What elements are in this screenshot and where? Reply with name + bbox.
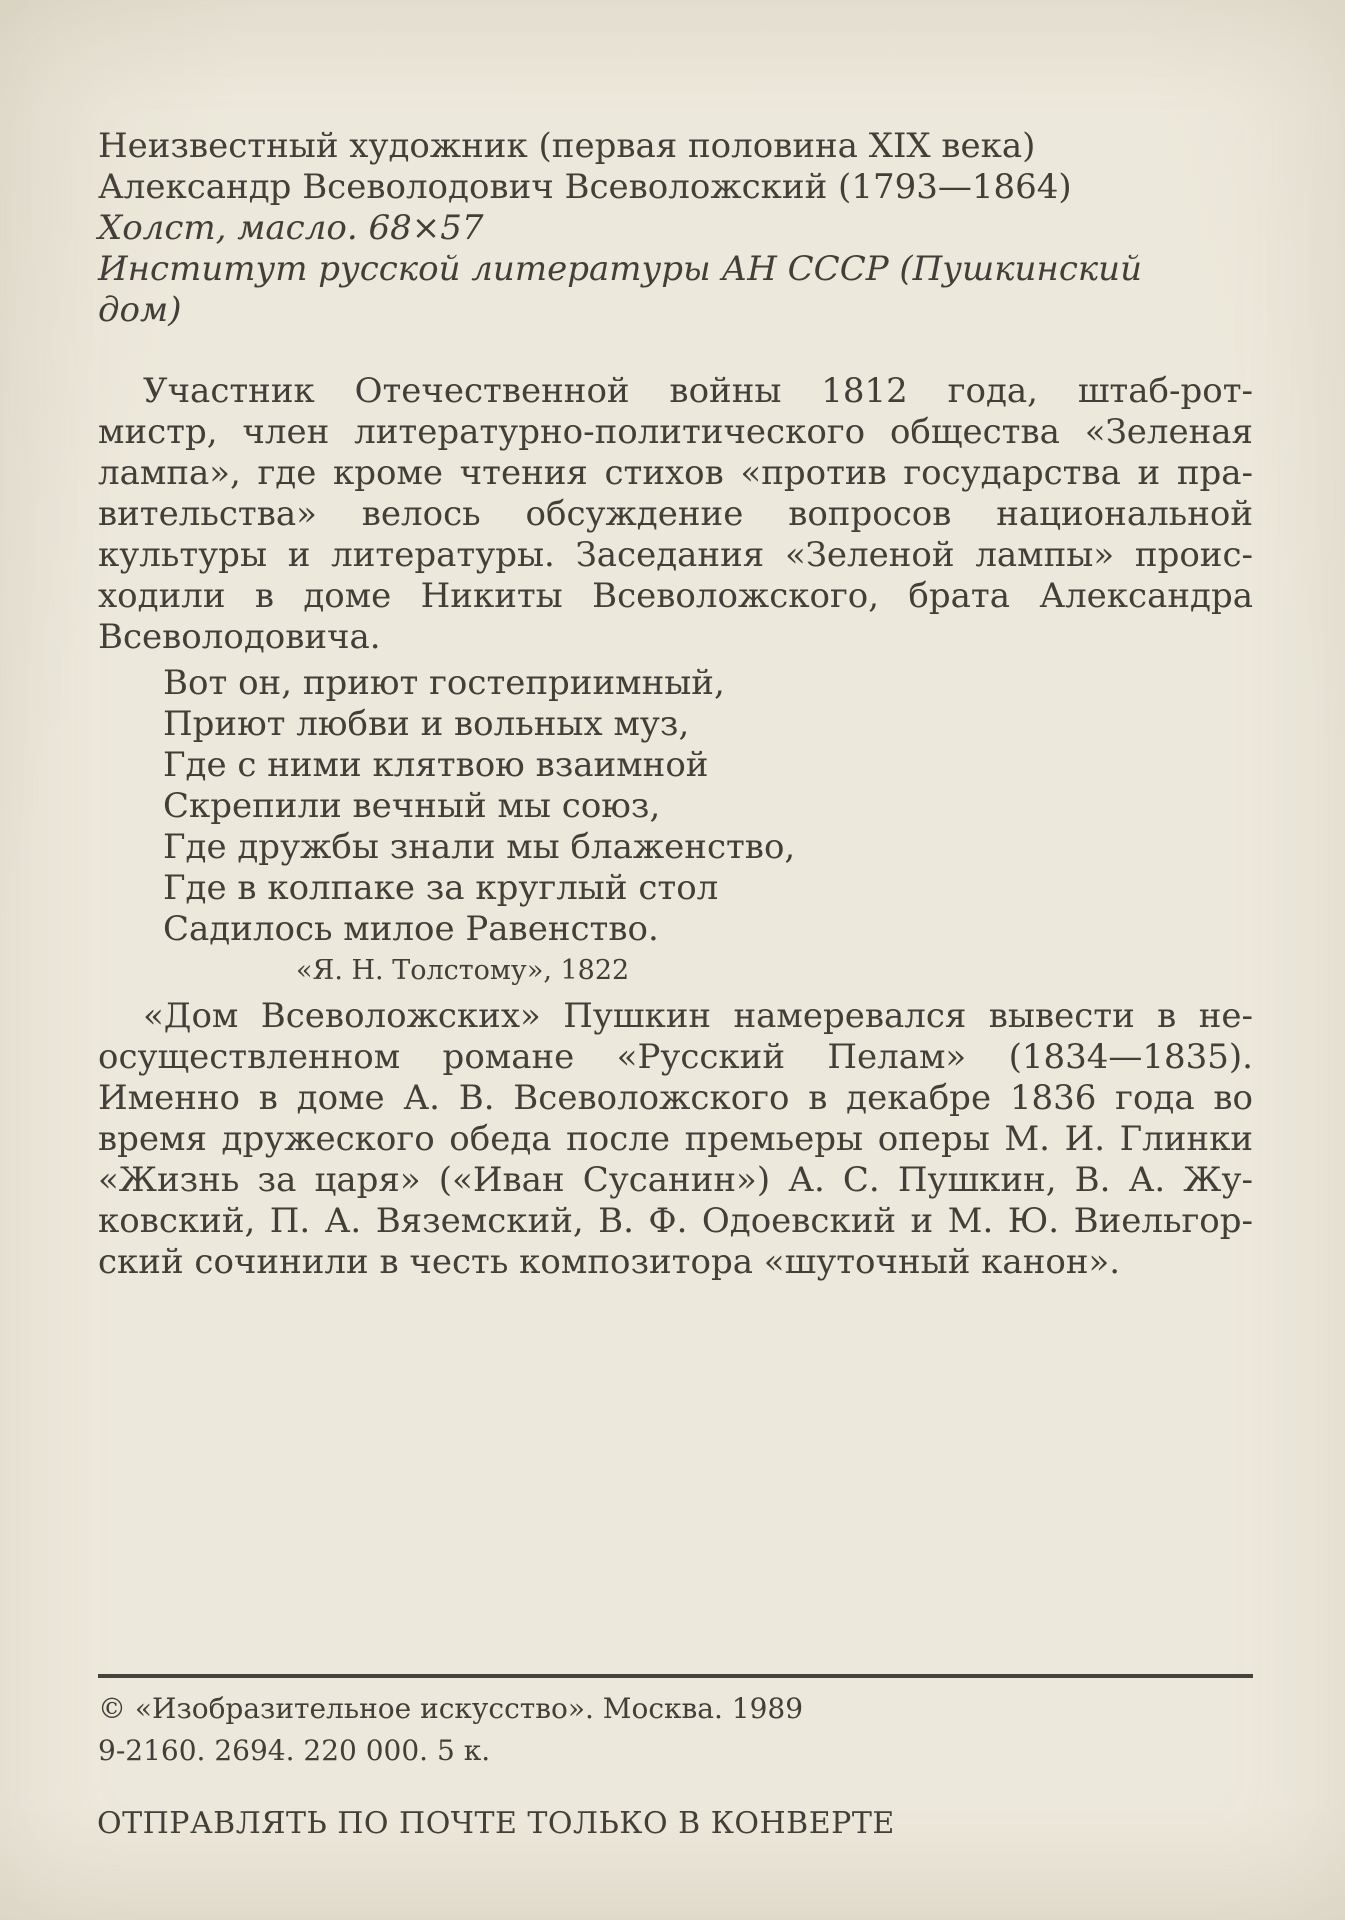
text-line: Именно в доме А. В. Всеволожского в декабре 1836 года во xyxy=(98,1078,1253,1118)
text-line: Всеволодовича. xyxy=(98,617,381,657)
poem-line: Вот он, приют гостеприимный, xyxy=(163,663,725,703)
print-code-line: 9-2160. 2694. 220 000. 5 к. xyxy=(98,1734,491,1767)
mailing-notice: ОТПРАВЛЯТЬ ПО ПОЧТЕ ТОЛЬКО В КОНВЕРТЕ xyxy=(97,1806,895,1841)
poem-line: Где с ними клятвою взаимной xyxy=(163,745,709,785)
poem-line: Где дружбы знали мы блаженство, xyxy=(163,827,796,867)
poem-quote xyxy=(163,663,1253,950)
text-line: Участник Отечественной войны 1812 года, штаб-рот- xyxy=(143,371,1253,411)
text-line: время дружеского обеда после премьеры оперы М. И. Глинки xyxy=(98,1119,1253,1159)
collection-line: Институт русской литературы АН СССР (Пушкинский xyxy=(98,249,1142,289)
text-line: культуры и литературы. Заседания «Зеленой лампы» проис- xyxy=(98,535,1253,575)
copyright-line: © «Изобразительное искусство». Москва. 1989 xyxy=(98,1692,804,1725)
poem-line: Скрепили вечный мы союз, xyxy=(163,786,661,826)
artwork-title-line: Александр Всеволодович Всеволожский (1793—1864) xyxy=(98,167,1072,207)
medium-line: Холст, масло. 68×57 xyxy=(98,208,484,248)
text-line: ковский, П. А. Вяземский, В. Ф. Одоевский и М. Ю. Виельгор- xyxy=(98,1201,1253,1241)
poem-attribution: «Я. Н. Толстому», 1822 xyxy=(296,955,630,986)
text-column xyxy=(98,126,1253,1283)
poem-line: Где в колпаке за круглый стол xyxy=(163,868,719,908)
artist-line: Неизвестный художник (первая половина XIX века) xyxy=(98,126,1036,166)
imprint-footer xyxy=(98,1674,1253,1768)
poem-line: Приют любви и вольных муз, xyxy=(163,704,690,744)
text-line: лампа», где кроме чтения стихов «против государства и пра- xyxy=(98,453,1253,493)
text-line: «Жизнь за царя» («Иван Сусанин») А. С. Пушкин, В. А. Жу- xyxy=(98,1160,1253,1200)
text-line: ский сочинили в честь композитора «шуточный канон». xyxy=(98,1242,1121,1282)
collection-line: дом) xyxy=(98,290,182,330)
divider-rule xyxy=(98,1674,1253,1678)
biography-paragraph xyxy=(98,371,1253,658)
collection-lines xyxy=(98,249,1253,331)
history-paragraph xyxy=(98,996,1253,1283)
text-line: осуществленном романе «Русский Пелам» (1834—1835). xyxy=(98,1037,1253,1077)
text-line: ходили в доме Никиты Всеволожского, брата Александра xyxy=(98,576,1253,616)
text-line: вительства» велось обсуждение вопросов национальной xyxy=(98,494,1253,534)
text-line: мистр, член литературно-политического общества «Зеленая xyxy=(98,412,1253,452)
poem-line: Садилось милое Равенство. xyxy=(163,909,659,949)
artwork-caption xyxy=(98,126,1253,331)
text-line: «Дом Всеволожских» Пушкин намеревался вывести в не- xyxy=(143,996,1253,1036)
